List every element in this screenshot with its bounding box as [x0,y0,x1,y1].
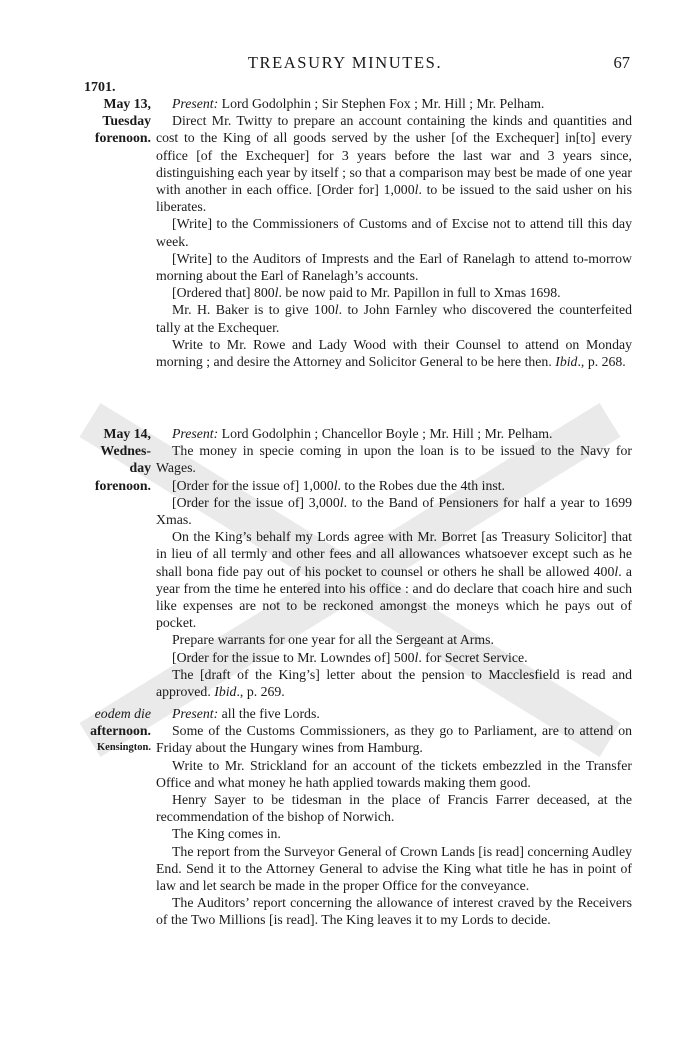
paragraph: [Write] to the Commissioners of Customs and of Excise not to attend till this day week. [156,216,632,249]
paragraph: [Order for the issue to Mr. Lowndes of] 500l. for Secret Service. [172,649,528,665]
paragraph: [Order for the issue of] 3,000l. to the Band of Pensioners for half a year to 1699 Xmas. [156,494,632,528]
paragraph: Henry Sayer to be tidesman in the place of Francis Farrer deceased, at the recommendation of the bishop of Norwich. [156,792,632,825]
margin-line: Wednes- [100,443,151,459]
paragraph: Write to Mr. Strickland for an account of the tickets embezzled in the Transfer Office and what money he hath applied towards making them good. [156,757,632,790]
paragraph: On the King’s behalf my Lords agree with Mr. Borret [as Treasury Solicitor] that in lieu of all termly and other fees and all allowances whatsoever except such as he shall bona fide pay out of his pocket to counsel or others he shall be allowed 400l. a year from the time he entered into his office : and do declare that coach hire and such like expenses are not to be reckoned amongst the moneys which he pays out of pocket. [156,529,632,631]
margin-line: May 13, [103,96,151,111]
margin-line: Kensington. [97,742,151,754]
entry-1-margin-date [54,95,151,147]
paragraph: The report from the Surveyor General of Crown Lands [is read] concerning Audley End. Send it to the Attorney General to advise the King what title he has in point of law and let search be made in the proper Office for the conveyance. [156,843,632,894]
entry-2-body [156,425,632,700]
paragraph: Prepare warrants for one year for all the Sergeant at Arms. [172,632,494,648]
margin-line: forenoon. [94,477,151,493]
paragraph: The Auditors’ report concerning the allowance of interest craved by the Receivers of the Two Millions [is read]. The King leaves it to my Lords to decide. [156,895,632,928]
page-number: 67 [613,53,630,72]
paragraph: Write to Mr. Rowe and Lady Wood with their Counsel to attend on Monday morning ; and desire the Attorney and Solicitor General to be here then. Ibid., p. 268. [156,336,632,370]
entry-3-body [156,705,632,929]
paragraph: The [draft of the King’s] letter about the pension to Macclesfield is read and approved. Ibid., p. 269. [156,666,632,700]
page-title: TREASURY MINUTES. [247,53,443,72]
margin-line: May 14, [103,426,151,441]
paragraph: [Ordered that] 800l. be now paid to Mr. Papillon in full to Xmas 1698. [172,285,561,301]
entry-3-margin-date [54,705,151,757]
margin-line: Tuesday [102,113,151,129]
paragraph: The King comes in. [172,826,281,842]
paragraph: [Order for the issue of] 1,000l. to the Robes due the 4th inst. [172,477,505,493]
running-header [60,53,630,77]
margin-line: eodem die [94,706,151,721]
paragraph: Present: Lord Godolphin ; Sir Stephen Fox ; Mr. Hill ; Mr. Pelham. [172,96,545,111]
margin-line: forenoon. [94,130,151,146]
margin-line: day [129,460,151,476]
entry-2-margin-date [54,425,151,494]
entry-1-body [156,95,632,370]
paragraph: [Write] to the Auditors of Imprests and the Earl of Ranelagh to attend to-morrow morning about the Earl of Ranelagh’s accounts. [156,250,632,284]
paragraph: Present: Lord Godolphin ; Chancellor Boyle ; Mr. Hill ; Mr. Pelham. [172,426,553,441]
year-label: 1701. [84,80,116,95]
paragraph: Direct Mr. Twitty to prepare an account containing the kinds and quantities and cost to the King of all goods served by the usher [of the Exchequer] in[to] every office [of the Exchequer] for 3 years before the last war and 3 years since, distinguishing each year by itself ; so that a comparison may best be made of one year with another in each office. [Order for] 1,000l. to be issued to the said usher on his liberates. [156,113,632,215]
paragraph: Present: all the five Lords. [172,706,320,721]
margin-line: afternoon. [90,723,151,739]
paragraph: The money in specie coming in upon the loan is to be issued to the Navy for Wages. [156,443,632,476]
paragraph: Mr. H. Baker is to give 100l. to John Farnley who discovered the counterfeited tally at the Exchequer. [156,302,632,335]
paragraph: Some of the Customs Commissioners, as they go to Parliament, are to attend on Friday about the Hungary wines from Hamburg. [156,723,632,756]
